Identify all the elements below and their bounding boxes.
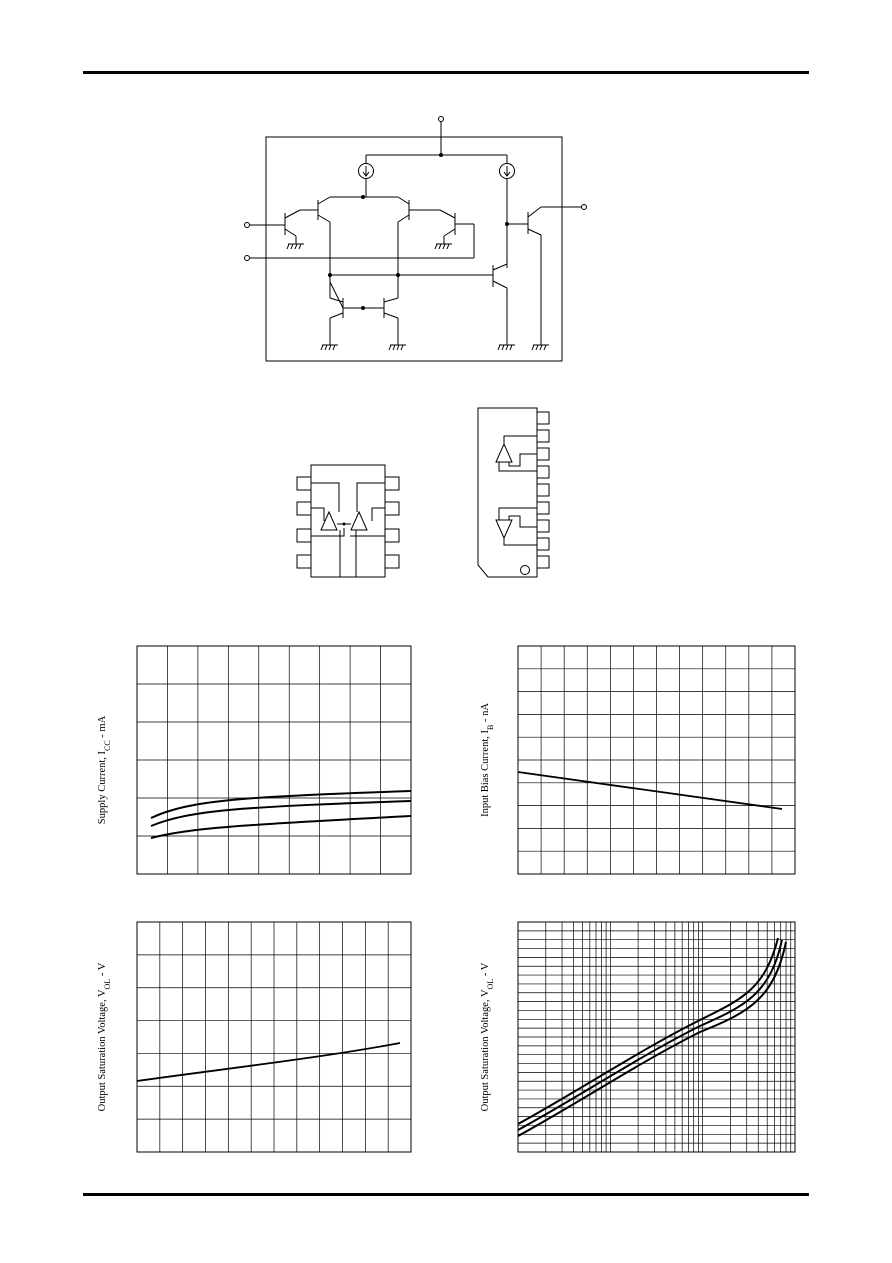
output-terminal [582, 205, 587, 210]
chart2-curve [518, 772, 782, 809]
chart4-output-saturation-log-grid [518, 922, 795, 1152]
chart1-curve-1 [151, 791, 411, 818]
chart3-output-saturation-grid [137, 922, 411, 1152]
circuit-frame [266, 137, 562, 361]
chart3-curve [137, 1043, 400, 1081]
chart1-ylabel: Supply Current, $I_{CC}$ - mA [97, 715, 112, 825]
sip9-pin-assignment [478, 408, 549, 577]
chart2-ylabel: Input Bias Current, $I_B$ - nA [480, 703, 495, 817]
chart2-input-bias-grid [518, 646, 795, 874]
chart1-curve-3 [151, 816, 411, 838]
chart3-ylabel: Output Saturation Voltage, $V_{OL}$ - V [97, 962, 112, 1112]
vcc-terminal [439, 117, 444, 122]
dip8-pin-assignment [297, 465, 399, 577]
chart4-ylabel: Output Saturation Voltage, $V_{OL}$ - V [480, 962, 495, 1112]
equivalent-circuit-diagram [245, 117, 587, 362]
characteristic-charts [137, 646, 795, 1152]
chart1-supply-current-grid [137, 646, 411, 874]
